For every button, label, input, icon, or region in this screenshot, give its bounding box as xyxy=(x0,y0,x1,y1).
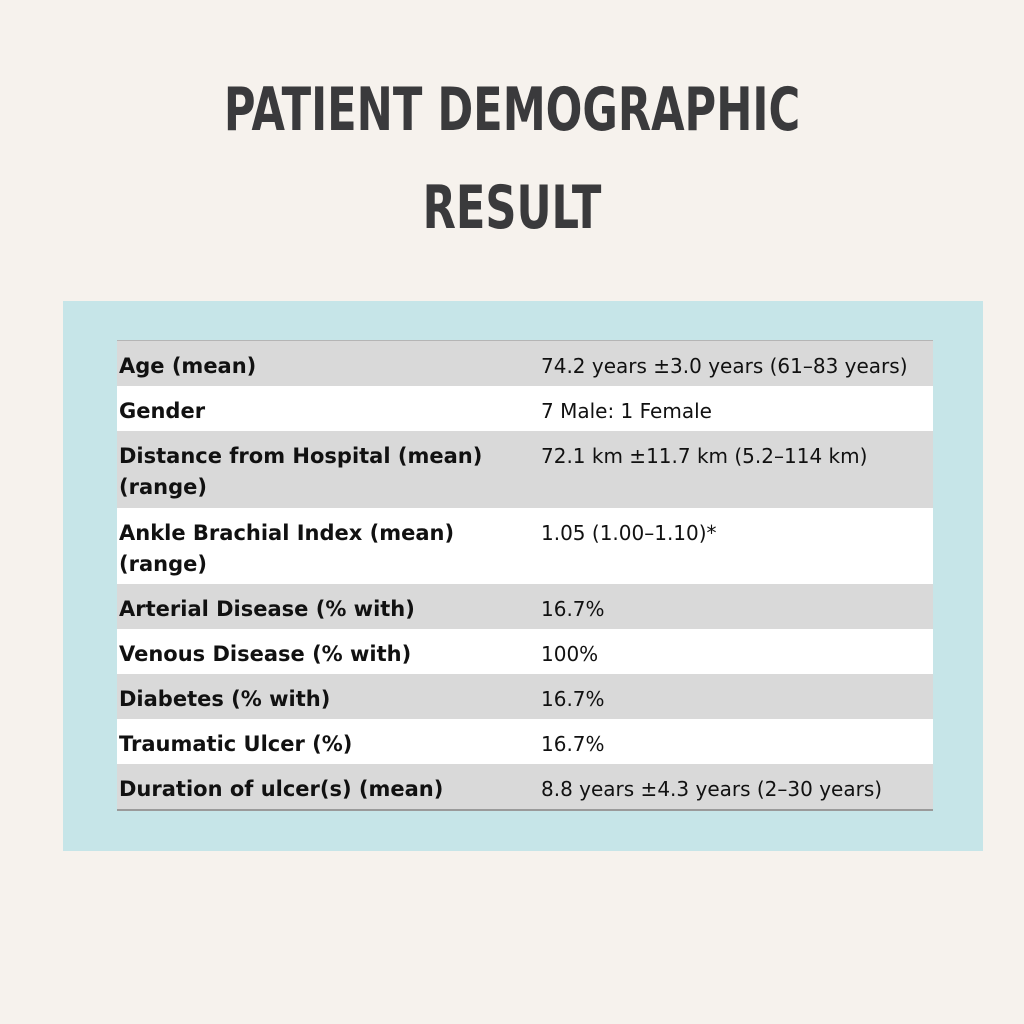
row-value: 1.05 (1.00–1.10)* xyxy=(541,521,717,545)
table-row xyxy=(117,719,933,764)
row-value: 16.7% xyxy=(541,687,605,711)
table-row xyxy=(117,341,933,386)
table-row xyxy=(117,674,933,719)
row-label: Distance from Hospital (mean) (range) xyxy=(119,444,483,499)
page-title-line-2: RESULT xyxy=(422,173,602,243)
row-label: Traumatic Ulcer (%) xyxy=(119,732,353,756)
table-row xyxy=(117,629,933,674)
table-row xyxy=(117,431,933,508)
row-label: Ankle Brachial Index (mean) (range) xyxy=(119,521,455,576)
row-label: Duration of ulcer(s) (mean) xyxy=(119,777,444,801)
row-label: Age (mean) xyxy=(119,354,257,378)
table-row xyxy=(117,508,933,584)
page-title-line-1: PATIENT DEMOGRAPHIC xyxy=(223,75,801,145)
row-value: 16.7% xyxy=(541,732,605,756)
row-label: Gender xyxy=(119,399,206,423)
table-row xyxy=(117,764,933,809)
row-value: 8.8 years ±4.3 years (2–30 years) xyxy=(541,777,883,801)
table-row xyxy=(117,386,933,431)
row-value: 74.2 years ±3.0 years (61–83 years) xyxy=(541,354,908,378)
row-value: 72.1 km ±11.7 km (5.2–114 km) xyxy=(541,444,868,468)
row-value: 16.7% xyxy=(541,597,605,621)
demographics-table xyxy=(117,340,933,811)
row-value: 100% xyxy=(541,642,599,666)
row-label: Diabetes (% with) xyxy=(119,687,331,711)
row-value: 7 Male: 1 Female xyxy=(541,399,712,423)
row-label: Arterial Disease (% with) xyxy=(119,597,415,621)
table-row xyxy=(117,584,933,629)
row-label: Venous Disease (% with) xyxy=(119,642,412,666)
